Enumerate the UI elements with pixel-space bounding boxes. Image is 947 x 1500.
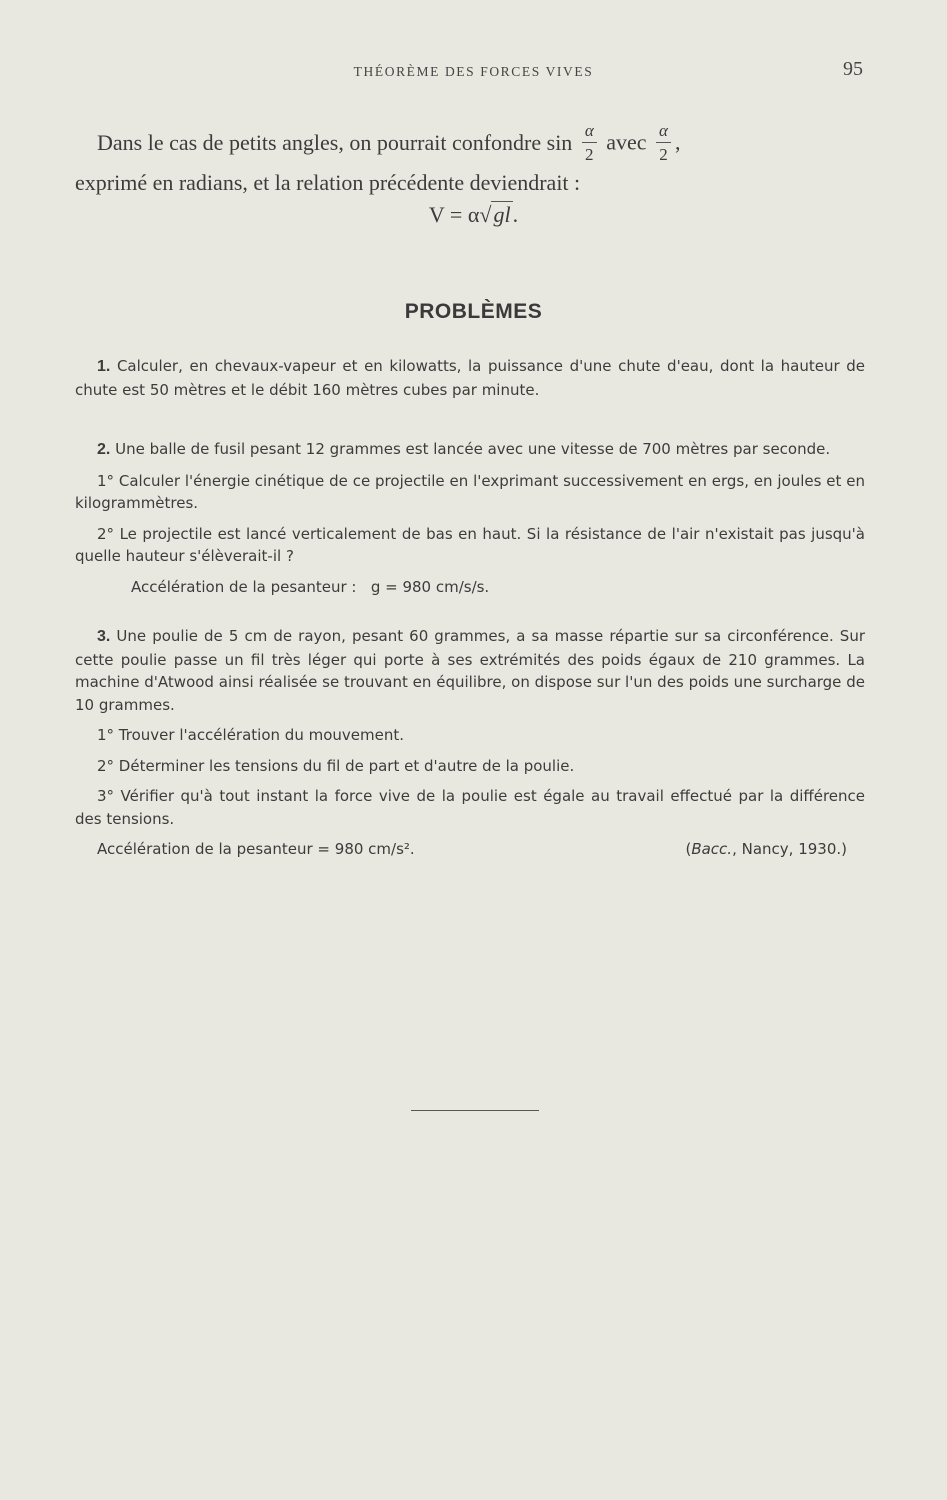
- formula-lhs: V = α: [428, 202, 480, 227]
- fraction-denominator: 2: [585, 145, 594, 164]
- problem-3-source: [663, 838, 847, 861]
- problem-1-statement: [75, 355, 865, 401]
- section-title: PROBLÈMES: [404, 300, 543, 323]
- fraction-alpha-over-2-second: [656, 122, 671, 163]
- page-number: 95: [843, 58, 863, 80]
- problem-3-number: 3.: [97, 628, 111, 645]
- formula-radicand: gl: [493, 202, 511, 227]
- problem-1-text: Calculer, en chevaux-vapeur et en kilowatts, la puissance d'une chute d'eau, dont la hauteur de chute est 50 mètres et le débit 160 mètres cubes par minute.: [75, 357, 865, 399]
- intro-line-1: [75, 121, 865, 165]
- problem-2-given-label: Accélération de la pesanteur :: [131, 577, 357, 596]
- fraction-bar: [582, 142, 597, 143]
- fraction-numerator: α: [584, 121, 594, 140]
- problem-3-text: Une poulie de 5 cm de rayon, pesant 60 grammes, a sa masse répartie sur sa circonférence. Sur cette poulie passe un fil très léger qui porte à ses extrémités des poids égaux de 210 grammes. La machine d'Atwood ainsi réalisée se trouvant en équilibre, on dispose sur l'un des poids une surcharge de 10 grammes.: [75, 627, 866, 714]
- fraction-denominator: 2: [659, 145, 668, 164]
- fraction-alpha-over-2: [582, 122, 597, 163]
- end-rule: [411, 1110, 539, 1111]
- problem-3-question-1: 1° Trouver l'accélération du mouvement.: [97, 726, 404, 744]
- formula-end: .: [512, 202, 519, 227]
- problem-2-number: 2.: [97, 441, 111, 458]
- sqrt-sign: √: [479, 202, 492, 227]
- source-open: (: [685, 840, 692, 858]
- problem-3: [75, 625, 865, 861]
- fraction-numerator: α: [659, 121, 668, 140]
- problem-2-given: [75, 576, 865, 599]
- problem-1: [75, 355, 865, 401]
- intro-avec: avec: [606, 129, 647, 155]
- source-name: Bacc.: [691, 840, 733, 858]
- problem-2-given-value: g = 980 cm/s/s.: [370, 577, 490, 596]
- problem-1-number: 1.: [97, 358, 111, 375]
- problem-3-given-line: [75, 838, 865, 861]
- problem-3-given: Accélération de la pesanteur = 980 cm/s².: [97, 840, 415, 858]
- problem-3-question-3: 3° Vérifier qu'à tout instant la force vive de la poulie est égale au travail effectué par la différence des tensions.: [75, 787, 865, 828]
- intro-comma: ,: [674, 129, 681, 155]
- problem-2-text: Une balle de fusil pesant 12 grammes est lancée avec une vitesse de 700 mètres par seconde.: [115, 440, 831, 458]
- source-rest: , Nancy, 1930.): [732, 840, 847, 858]
- intro-text-start: Dans le cas de petits angles, on pourrait confondre sin: [97, 129, 573, 155]
- formula-velocity: [0, 202, 947, 228]
- intro-line-2: exprimé en radians, et la relation précédente deviendrait :: [75, 170, 581, 195]
- problem-2-question-1: 1° Calculer l'énergie cinétique de ce projectile en l'exprimant successivement en ergs, en joules et en kilogrammètres.: [75, 471, 865, 512]
- fraction-bar: [656, 142, 671, 143]
- problem-3-statement: [75, 625, 865, 716]
- problem-2: [75, 438, 865, 598]
- problem-3-question-2: 2° Déterminer les tensions du fil de part et d'autre de la poulie.: [97, 756, 575, 775]
- problem-2-statement: [75, 438, 865, 462]
- problem-2-question-2: 2° Le projectile est lancé verticalement de bas en haut. Si la résistance de l'air n'existait pas jusqu'à quelle hauteur s'élèverait-il ?: [75, 524, 865, 565]
- running-title: THÉORÈME DES FORCES VIVES: [353, 64, 594, 79]
